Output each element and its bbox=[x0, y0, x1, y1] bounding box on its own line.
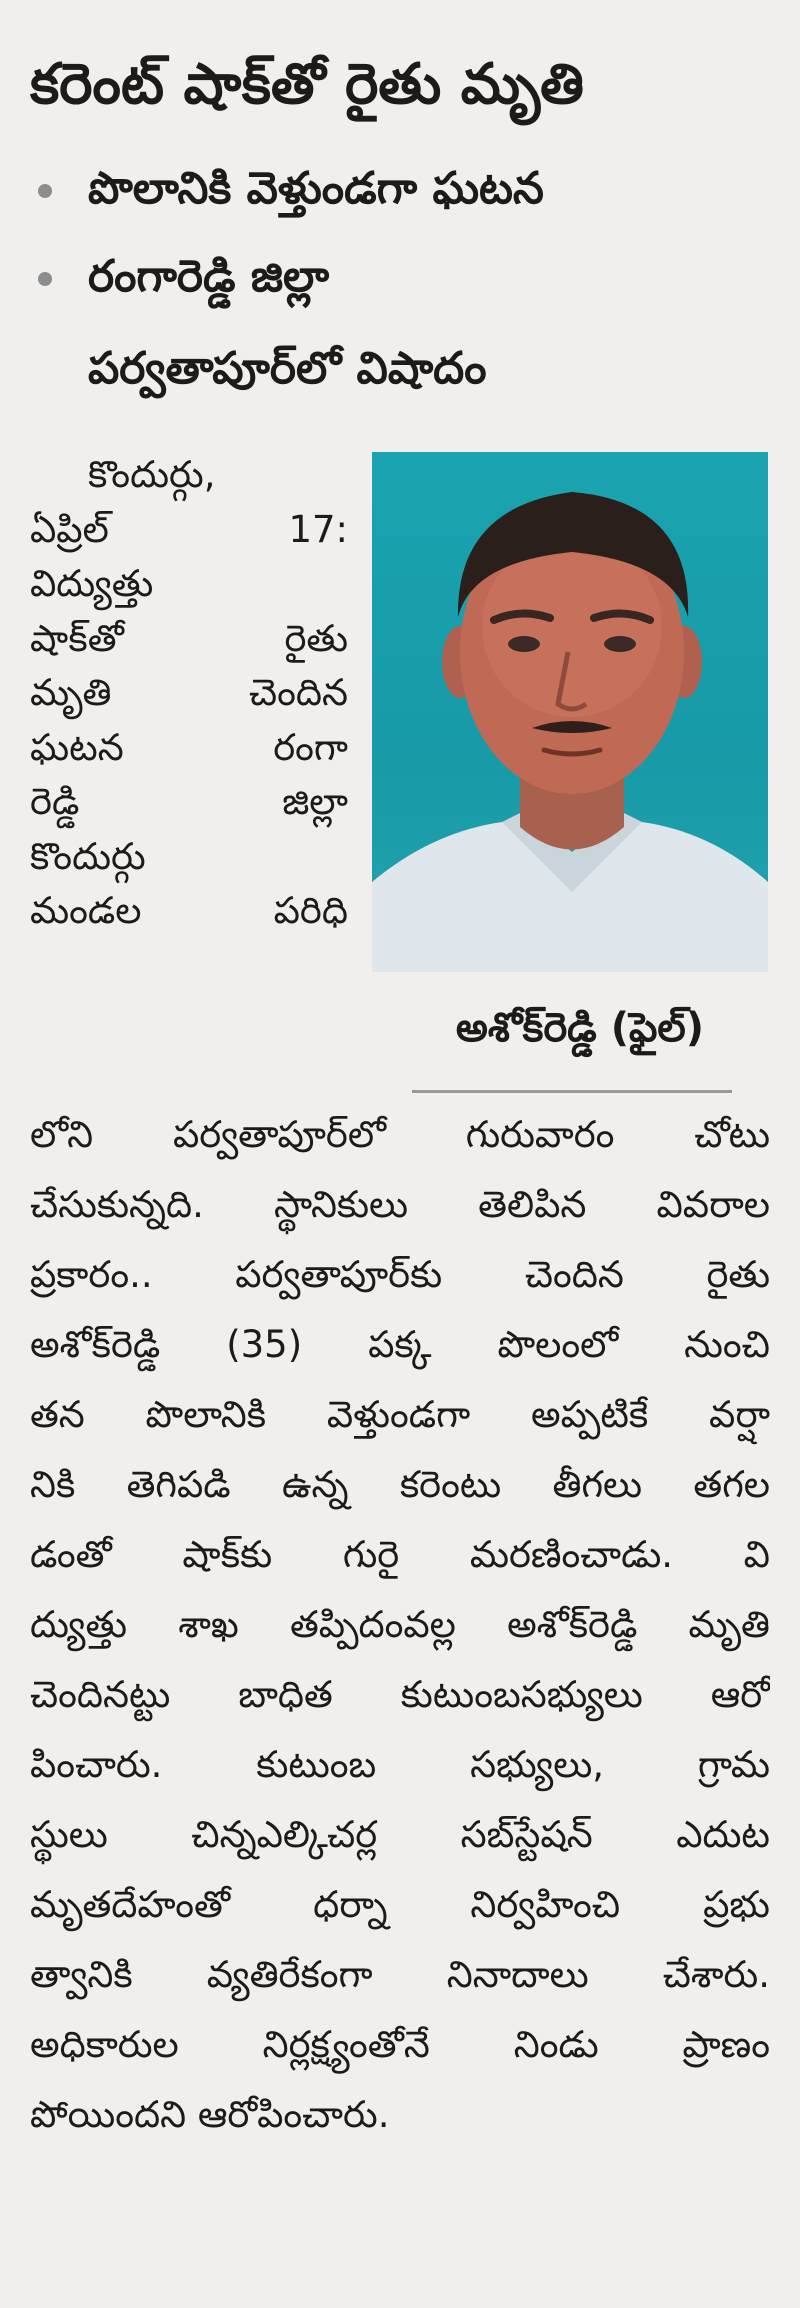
intro-line: మండల పరిధి bbox=[30, 889, 348, 932]
body-line: నికి తెగిపడి ఉన్న కరెంటు తీగలు తగల bbox=[30, 1463, 770, 1506]
headline: కరెంట్ షాక్‌తో రైతు మృతి bbox=[30, 52, 584, 117]
intro-line: విద్యుత్తు bbox=[30, 562, 154, 605]
deck-text-2: రంగారెడ్డి జిల్లా bbox=[88, 251, 330, 302]
portrait-illustration bbox=[372, 452, 768, 972]
portrait-photo bbox=[372, 452, 768, 972]
caption-divider bbox=[412, 1090, 732, 1093]
body-line: ద్యుత్తు శాఖ తప్పిదంవల్ల అశోక్‌రెడ్డి మృతి bbox=[30, 1603, 770, 1646]
body-line: స్థులు చిన్నఎల్కిచర్ల సబ్‌స్టేషన్ ఎదుట bbox=[30, 1813, 770, 1856]
photo-caption: అశోక్‌రెడ్డి (ఫైల్) bbox=[455, 1005, 705, 1051]
body-line: అశోక్‌రెడ్డి (35) పక్క పొలంలో నుంచి bbox=[30, 1323, 770, 1366]
body-line: డంతో షాక్‌కు గురై మరణించాడు. వి bbox=[30, 1533, 770, 1576]
intro-column bbox=[30, 448, 348, 939]
body-line: అధికారుల నిర్లక్ష్యంతోనే నిండు ప్రాణం bbox=[30, 2023, 770, 2066]
intro-line: కొందుర్గు bbox=[30, 834, 146, 878]
intro-line: రెడ్డి జిల్లా bbox=[30, 780, 348, 823]
body-line: చేసుకున్నది. స్థానికులు తెలిపిన వివరాల bbox=[30, 1183, 770, 1226]
intro-line: షాక్‌తో రైతు bbox=[30, 616, 348, 660]
intro-line: మృతి చెందిన bbox=[30, 671, 348, 714]
body-line: ప్రకారం.. పర్వతాపూర్‌కు చెందిన రైతు bbox=[30, 1253, 770, 1296]
intro-line: ఏప్రిల్ 17: bbox=[30, 507, 348, 551]
intro-line: ఘటన రంగా bbox=[30, 725, 348, 769]
deck-text-3: పర్వతాపూర్‌లో విషాదం bbox=[88, 343, 487, 394]
body-line: త్వానికి వ్యతిరేకంగా నినాదాలు చేశారు. bbox=[30, 1953, 770, 1996]
bullet-icon bbox=[38, 184, 52, 198]
article-body bbox=[30, 1100, 770, 2150]
intro-line: కొందుర్గు, bbox=[88, 453, 216, 496]
body-line: మృతదేహంతో ధర్నా నిర్వహించి ప్రభు bbox=[30, 1883, 770, 1926]
bullet-icon bbox=[38, 272, 52, 286]
body-line: పోయిందని ఆరోపించారు. bbox=[30, 2093, 390, 2136]
deck-line-3 bbox=[30, 340, 800, 398]
body-line: పించారు. కుటుంబ సభ్యులు, గ్రామ bbox=[30, 1743, 770, 1786]
deck-line-2 bbox=[30, 248, 770, 306]
body-line: చెందినట్టు బాధిత కుటుంబసభ్యులు ఆరో bbox=[30, 1673, 770, 1716]
body-line: తన పొలానికి వెళ్తుండగా అప్పటికే వర్షా bbox=[30, 1393, 770, 1436]
deck-text-1: పొలానికి వెళ్తుండగా ఘటన bbox=[88, 163, 544, 214]
body-line: లోని పర్వతాపూర్‌లో గురువారం చోటు bbox=[30, 1113, 770, 1156]
deck-line-1 bbox=[30, 160, 770, 218]
